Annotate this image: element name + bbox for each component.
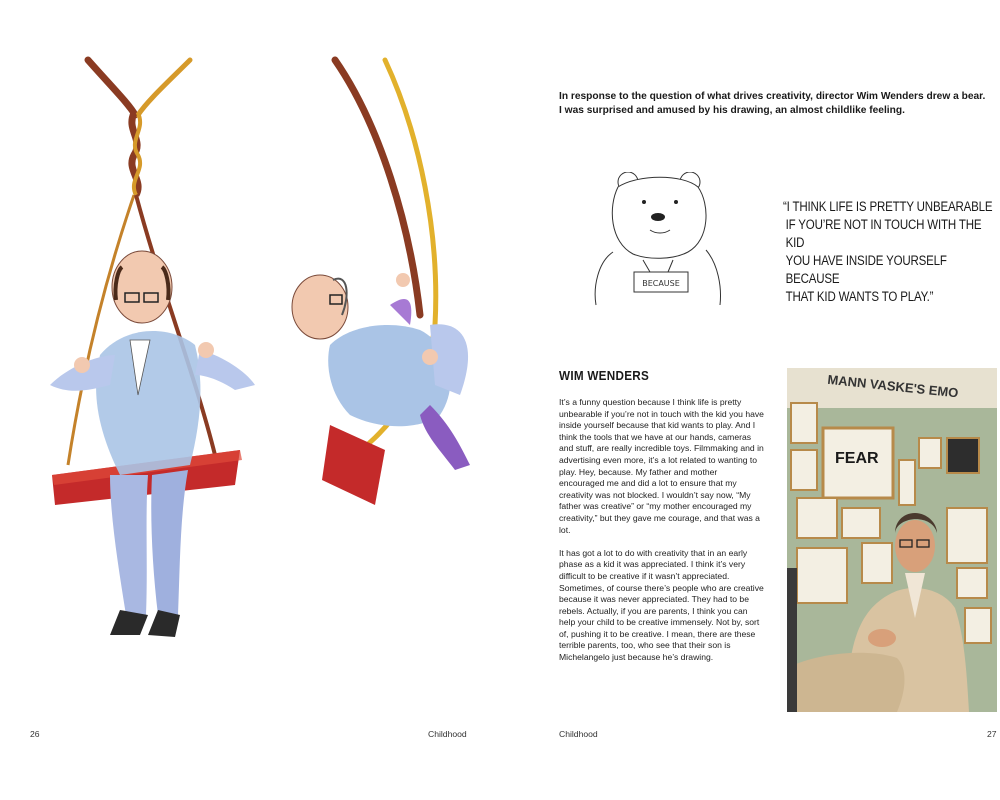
section-label-left: Childhood	[428, 729, 467, 739]
pull-quote	[783, 198, 994, 306]
photo-banner-text: MANN VASKE'S EMO	[826, 371, 960, 401]
wim-wenders-photo	[787, 368, 997, 712]
right-page	[500, 0, 1000, 800]
bear-drawing	[588, 172, 728, 312]
quote-line: THAT KID WANTS TO PLAY.”	[785, 289, 934, 304]
paragraph: It has got a lot to do with creativity that in an early phase as a kid it was appreciated. I think it’s very difficult to be creative if it wasn’t appreciated. Sometimes, of course there’s people who are creative because it was never appreciated. They had to be rebels. Actually, if you are parents, I think you can help your child to be creative immensely. Not by, sort of, pushing it to be creative. I mean, there are these terrible parents, too, who see that their son is Michelangelo just because he’s drawing.	[559, 547, 764, 663]
bear-sign-text: BECAUSE	[642, 279, 680, 288]
intro-paragraph: In response to the question of what drives creativity, director Wim Wenders drew a bear. I was surprised and amused by his drawing, an almost childlike feeling.	[559, 91, 986, 116]
quote-line: YOU HAVE INSIDE YOURSELF BECAUSE	[785, 253, 947, 286]
interviewee-name: WIM WENDERS	[559, 368, 650, 383]
page-number-right: 27	[987, 729, 997, 739]
paragraph: It’s a funny question because I think life is pretty unbearable if you’re not in touch with the kid you have inside yourself because that kid wants to play. And I think the tools that we have at our hands, cameras and stuff, are really incredible toys. Filmmaking and in advertising even more, it’s a lot related to wanting to play. Hey, because. My father and mother encouraged me and did a lot to ensure that my creativity was not blocked. I wouldn’t say now, “My father was creative” or “my mother encouraged my creativity,” but they gave me courage, and that was a lot.	[559, 397, 764, 535]
photo-frame-text: FEAR	[835, 450, 879, 467]
quote-line: IF YOU’RE NOT IN TOUCH WITH THE KID	[785, 217, 982, 250]
interview-text	[559, 397, 764, 675]
section-label-right: Childhood	[559, 729, 598, 739]
page-number-left: 26	[30, 729, 40, 739]
quote-line: “I THINK LIFE IS PRETTY UNBEARABLE	[783, 199, 993, 214]
swing-illustration	[30, 55, 490, 655]
